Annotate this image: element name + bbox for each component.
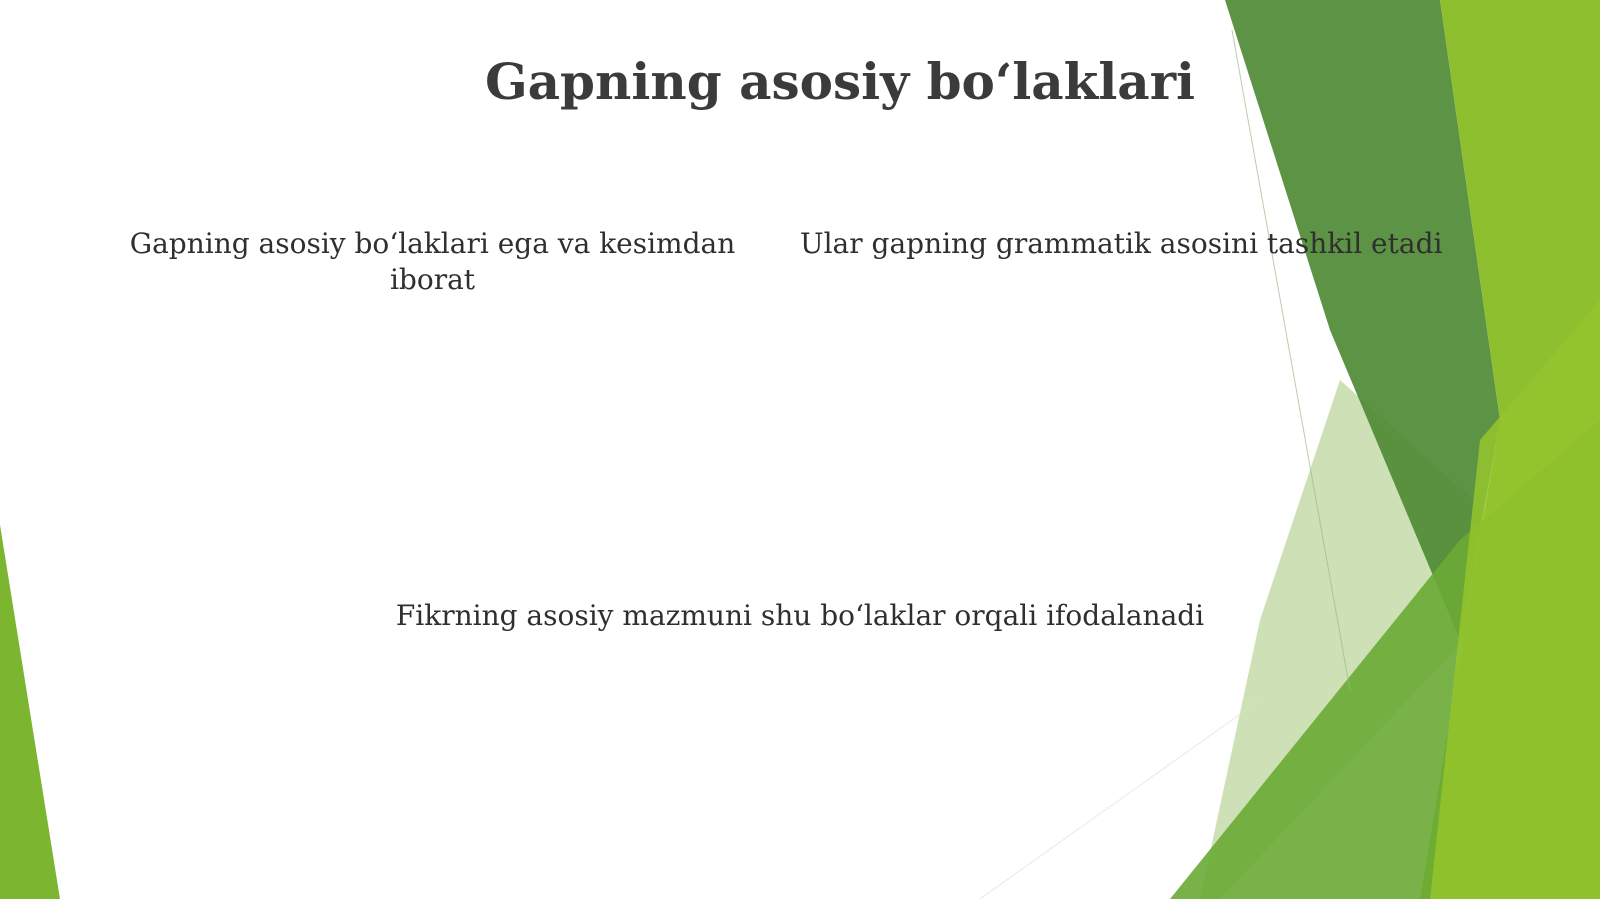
- left-statement: Gapning asosiy bo‘laklari ega va kesimdan iborat: [129, 227, 736, 296]
- bottom-statement: Fikrning asosiy mazmuni shu bo‘laklar orqali ifodalanadi: [395, 599, 1205, 632]
- left-green-shape: [0, 525, 60, 899]
- slide-title: Gapning asosiy bo‘laklari: [484, 52, 1196, 111]
- right-statement: Ular gapning grammatik asosini tashkil etadi: [800, 227, 1443, 260]
